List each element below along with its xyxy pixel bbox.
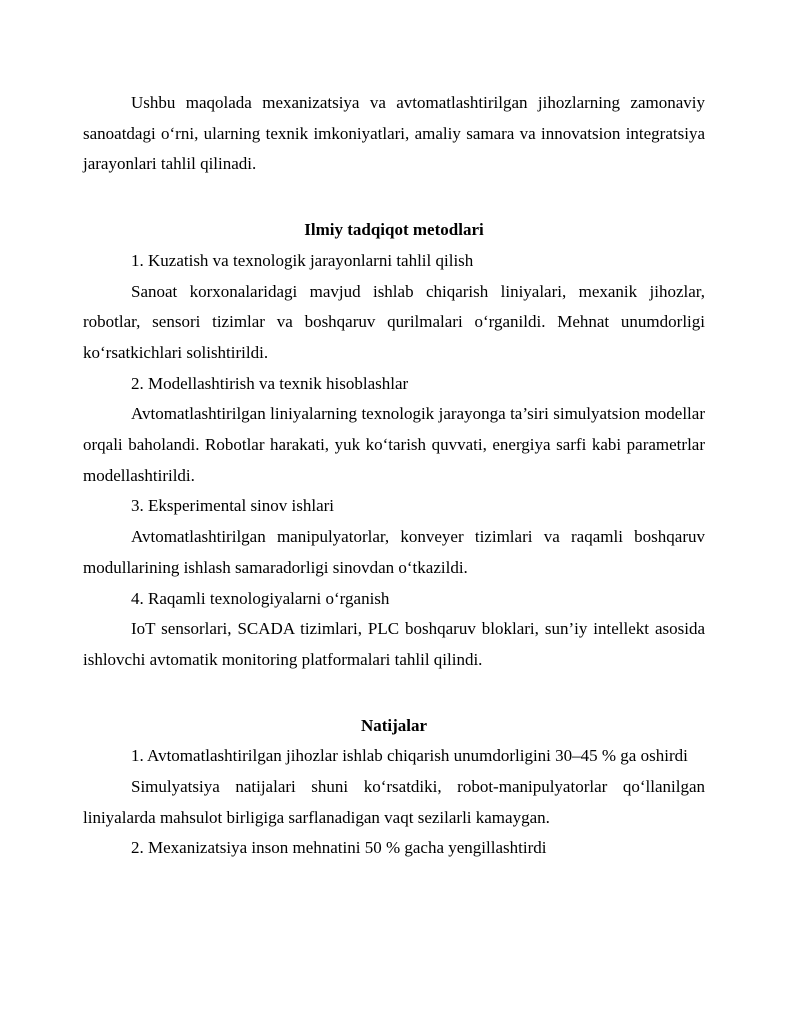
intro-paragraph: Ushbu maqolada mexanizatsiya va avtomatlashtirilgan jihozlarning zamonaviy sanoatdagi o‘rni, ularning texnik imkoniyatlari, amaliy samara va innovatsion integratsiya jarayonlari tahlil qilinadi. — [83, 93, 705, 174]
method-2-title: 2. Modellashtirish va texnik hisoblashlar — [131, 373, 409, 393]
section-spacer — [83, 180, 705, 215]
results-heading: Natijalar — [360, 715, 428, 735]
methods-heading: Ilmiy tadqiqot metodlari — [304, 220, 484, 240]
method-3-text: Avtomatlashtirilgan manipulyatorlar, konveyer tizimlari va raqamli boshqaruv modullarining ishlash samaradorligi sinovdan o‘tkazildi. — [83, 527, 705, 577]
section-spacer — [83, 676, 705, 711]
result-1-title: 1. Avtomatlashtirilgan jihozlar ishlab chiqarish unumdorligini 30–45 % ga oshirdi — [131, 746, 688, 766]
result-1-text: Simulyatsiya natijalari shuni ko‘rsatdiki, robot-manipulyatorlar qo‘llanilgan liniyalarda mahsulot birligiga sarflanadigan vaqt sezilarli kamaygan. — [83, 777, 705, 827]
method-4-text: IoT sensorlari, SCADA tizimlari, PLC boshqaruv bloklari, sun’iy intellekt asosida ishlovchi avtomatik monitoring platformalari tahlil qilindi. — [83, 619, 705, 669]
result-2-title: 2. Mexanizatsiya inson mehnatini 50 % gacha yengillashtirdi — [131, 838, 547, 858]
method-1-text: Sanoat korxonalaridagi mavjud ishlab chiqarish liniyalari, mexanik jihozlar, robotlar, sensori tizimlar va boshqaruv qurilmalari o‘rganildi. Mehnat unumdorligi ko‘rsatkichlari solishtirildi. — [83, 281, 705, 362]
method-3-title: 3. Eksperimental sinov ishlari — [131, 496, 335, 516]
method-1-title: 1. Kuzatish va texnologik jarayonlarni tahlil qilish — [131, 250, 474, 270]
method-2-text: Avtomatlashtirilgan liniyalarning texnologik jarayonga ta’siri simulyatsion modellar orqali baholandi. Robotlar harakati, yuk ko‘tarish quvvati, energiya sarfi kabi parametrlar modellashtirildi. — [83, 404, 705, 485]
document-page — [83, 88, 705, 864]
method-4-title: 4. Raqamli texnologiyalarni o‘rganish — [131, 588, 390, 608]
